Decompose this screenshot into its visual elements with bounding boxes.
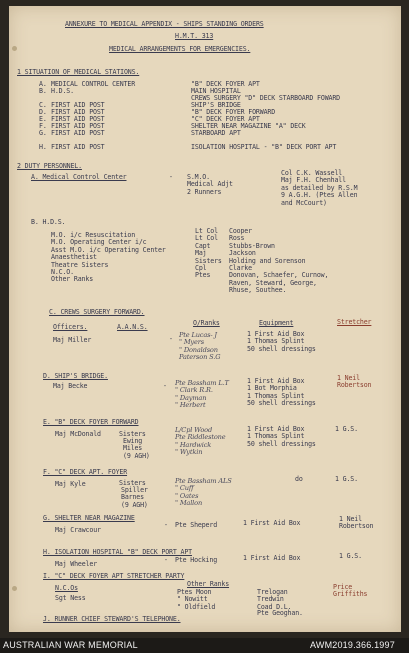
hds-ranks-line: Lt Col bbox=[195, 227, 218, 235]
crews-dash: - bbox=[169, 335, 173, 343]
hds-ranks-line: Maj bbox=[195, 249, 207, 258]
shelter-equipment: 1 First Aid Box bbox=[243, 519, 301, 527]
runner-title: J. RUNNER CHIEF STEWARD'S TELEPHONE. bbox=[43, 615, 181, 623]
party-title: I. "C" DECK FOYER APT STRETCHER PARTY bbox=[43, 572, 185, 580]
bd-eq-line: 1 Thomas Splint bbox=[247, 432, 305, 441]
s1-row-name: FIRST AID POST bbox=[51, 122, 105, 130]
col-stretcher: Stretcher bbox=[337, 318, 372, 326]
punch-hole bbox=[12, 46, 17, 51]
header-line2: H.M.T. 313 bbox=[175, 32, 214, 40]
pt-rk-line: " Oldfield bbox=[177, 602, 216, 611]
hds-ranks-line: Ptes bbox=[195, 271, 211, 280]
crews-eq-line: 1 First Aid Box bbox=[247, 330, 305, 338]
pt-n1-line: Coad D.L. bbox=[257, 602, 292, 611]
cd-si-line: Spiller bbox=[121, 486, 148, 494]
bd-or-line: " Hardwick bbox=[175, 440, 212, 449]
crews-officer: Maj Miller bbox=[53, 336, 92, 344]
s1-row-letter: E. bbox=[39, 115, 47, 123]
col-equipment: Equipment bbox=[259, 319, 294, 327]
s1-row-loc: ISOLATION HOSPITAL - "B" DECK PORT APT bbox=[191, 143, 337, 151]
bridge-officer: Maj Becke bbox=[53, 382, 88, 390]
br-st-line: Robertson bbox=[337, 381, 372, 390]
pt-n2-line: Price bbox=[333, 583, 353, 591]
s1-row-loc: "B" DECK FOYER APT bbox=[191, 80, 260, 88]
pt-n1-line: Trelogan bbox=[257, 588, 288, 596]
isolation-equipment: 1 First Aid Box bbox=[243, 554, 301, 562]
isolation-officer: Maj Wheeler bbox=[55, 560, 98, 568]
crews-eq-line: 1 Thomas Splint bbox=[247, 337, 305, 346]
hds-roles-line: Asst M.O. i/c Operating Center bbox=[51, 245, 166, 254]
isolation-dash: - bbox=[164, 556, 168, 564]
hds-names-line: Ross bbox=[229, 234, 245, 243]
hds-ranks-line: Capt bbox=[195, 241, 211, 250]
party-geoghan: Pte Geoghan. bbox=[257, 609, 303, 617]
crews-or-line: " Myers bbox=[179, 338, 204, 347]
hds-names-line: Clarke bbox=[229, 264, 252, 272]
s1-row-name: H.D.S. bbox=[51, 87, 74, 95]
bdeck-stretcher: 1 G.S. bbox=[335, 425, 358, 433]
shelter-orank: Pte Sheperd bbox=[175, 521, 218, 529]
s1-row-loc: SHIP'S BRIDGE bbox=[191, 101, 241, 109]
s1-row-loc: "C" DECK FOYER APT bbox=[191, 115, 260, 123]
hds-names-line: Jackson bbox=[229, 249, 256, 258]
hds-names-line: Cooper bbox=[229, 227, 252, 235]
bd-eq-line: 1 First Aid Box bbox=[247, 425, 305, 433]
bd-si-line: Miles bbox=[123, 444, 143, 453]
hds-names-line: Stubbs-Brown bbox=[229, 241, 275, 250]
hds-names-line: Rhuse, Southee. bbox=[229, 286, 287, 295]
s1-row-loc: SHELTER NEAR MAGAZINE "A" DECK bbox=[191, 122, 306, 130]
hds-roles-line: M.O. Operating Center i/c bbox=[51, 238, 147, 247]
s1-row-loc: CREWS SURGERY "D" DECK STARBOARD FOWARD bbox=[191, 94, 340, 102]
cd-or-line: Pte Bassham ALS bbox=[175, 477, 232, 485]
a-roles-line: 2 Runners bbox=[187, 187, 222, 196]
pt-rk-line: " Nowitt bbox=[177, 595, 208, 604]
cdeck-ditto: do bbox=[295, 475, 303, 483]
s1-row-letter: F. bbox=[39, 122, 47, 130]
crews-title: C. CREWS SURGERY FORWARD. bbox=[49, 308, 145, 316]
bd-si-line: (9 AGH) bbox=[123, 451, 150, 460]
party-col-other: Other Ranks bbox=[187, 580, 230, 588]
col-oranks: O/Ranks bbox=[193, 319, 220, 327]
crews-or-line: " Donaldson bbox=[179, 345, 218, 354]
footer-left: AUSTRALIAN WAR MEMORIAL bbox=[3, 640, 138, 650]
hds-roles-line: N.C.O. bbox=[51, 268, 74, 276]
br-st-line: 1 Neil bbox=[337, 374, 360, 382]
bd-or-line: Pte Riddlestone bbox=[175, 433, 226, 442]
s1-row-letter: B. bbox=[39, 87, 47, 95]
br-or-line: Pte Bassham L.T bbox=[175, 379, 229, 387]
mcc-label: A. Medical Control Center bbox=[31, 173, 127, 181]
cdeck-title: F. "C" DECK APT. FOYER bbox=[43, 468, 128, 476]
s1-row-letter: H. bbox=[39, 143, 47, 151]
bdeck-officer: Maj McDonald bbox=[55, 430, 101, 438]
document-page bbox=[9, 6, 401, 632]
cd-si-line: (9 AGH) bbox=[121, 500, 148, 509]
a-names-line: 9 A.G.H. (Ptes Allen bbox=[281, 191, 358, 200]
crews-or-line: Paterson S.G bbox=[179, 353, 221, 362]
shelter-officer: Maj Crawcour bbox=[55, 526, 101, 534]
br-eq-line: 1 Thomas Splint bbox=[247, 391, 305, 400]
br-eq-line: 50 shell dressings bbox=[247, 399, 316, 408]
s1-row-name: FIRST AID POST bbox=[51, 101, 105, 109]
footer-right: AWM2019.366.1997 bbox=[310, 640, 395, 650]
s1-row-name: FIRST AID POST bbox=[51, 129, 105, 137]
cd-or-line: " Mallon bbox=[175, 499, 203, 508]
hds-names-line: Raven, Steward, George, bbox=[229, 278, 317, 287]
a-roles-line: Medical Adjt bbox=[187, 180, 233, 189]
s1-row-letter: A. bbox=[39, 80, 47, 88]
bd-or-line: L/Cpl Wood bbox=[175, 426, 213, 434]
footer-bar bbox=[0, 638, 409, 653]
bdeck-sisters-label: Sisters bbox=[119, 430, 146, 438]
mcc-dash: - bbox=[169, 173, 173, 181]
hds-roles-line: M.O. i/c Resuscitation bbox=[51, 231, 136, 239]
s1-row-loc: MAIN HOSPITAL bbox=[191, 87, 241, 95]
pt-rk-line: Ptes Moon bbox=[177, 588, 212, 596]
hds-roles-line: Theatre Sisters bbox=[51, 260, 109, 269]
br-eq-line: 1 Bot Morphia bbox=[247, 384, 297, 393]
s1-row-loc: STARBOARD APT bbox=[191, 129, 241, 137]
s1-row-name: MEDICAL CONTROL CENTER bbox=[51, 80, 136, 88]
bdeck-title: E. "B" DECK FOYER FORWARD bbox=[43, 418, 139, 426]
s1-row-letter: G. bbox=[39, 129, 47, 137]
hds-ranks-line: Cpl bbox=[195, 264, 207, 272]
s1-row-name: FIRST AID POST bbox=[51, 143, 105, 151]
cd-si-line: Barnes bbox=[121, 493, 144, 502]
hds-roles-line: Anaesthetist bbox=[51, 253, 97, 262]
cd-or-line: " Oates bbox=[175, 491, 199, 500]
header-line1: ANNEXURE TO MEDICAL APPENDIX - SHIPS STANDING ORDERS bbox=[65, 20, 264, 28]
br-or-line: " Dayman bbox=[175, 393, 207, 402]
header-line3: MEDICAL ARRANGEMENTS FOR EMERGENCIES. bbox=[109, 45, 251, 53]
a-names-line: and McCourt) bbox=[281, 198, 327, 207]
isolation-title: H. ISOLATION HOSPITAL "B" DECK PORT APT bbox=[43, 548, 192, 556]
a-roles-line: S.M.O. bbox=[187, 173, 210, 181]
bd-or-line: " Wytkin bbox=[175, 448, 203, 457]
punch-hole bbox=[12, 586, 17, 591]
pt-n1-line: Tredwin bbox=[257, 595, 284, 604]
shelter-title: G. SHELTER NEAR MAGAZINE bbox=[43, 514, 135, 522]
bd-eq-line: 50 shell dressings bbox=[247, 439, 316, 448]
s1-row-letter: C. bbox=[39, 101, 47, 109]
hds-roles-line: Other Ranks bbox=[51, 275, 94, 284]
hds-names-line: Donovan, Schaefer, Curnow, bbox=[229, 271, 329, 280]
s1-row-loc: "B" DECK FOYER FORWARD bbox=[191, 108, 276, 116]
hds-title: B. H.D.S. bbox=[31, 218, 66, 226]
section2-title: 2 DUTY PERSONNEL. bbox=[17, 162, 82, 170]
bridge-title: D. SHIP'S BRIDGE. bbox=[43, 372, 108, 380]
a-names-line: Maj F.H. Chenhall bbox=[281, 176, 346, 185]
hds-names-line: Holding and Sorenson bbox=[229, 256, 306, 265]
crews-eq-line: 50 shell dressings bbox=[247, 344, 316, 353]
br-eq-line: 1 First Aid Box bbox=[247, 377, 305, 385]
sh-st-line: 1 Neil bbox=[339, 515, 362, 523]
bridge-dash: - bbox=[163, 382, 167, 390]
pt-n2-line: Griffiths bbox=[333, 590, 368, 599]
col-aans: A.A.N.S. bbox=[117, 323, 148, 331]
cd-or-line: " Cuff bbox=[175, 484, 194, 493]
section1-title: 1 SITUATION OF MEDICAL STATIONS. bbox=[17, 68, 140, 76]
hds-ranks-line: Lt Col bbox=[195, 234, 218, 243]
bd-si-line: Ewing bbox=[123, 437, 143, 445]
isolation-orank: Pte Hocking bbox=[175, 556, 218, 564]
isolation-stretcher: 1 G.S. bbox=[339, 552, 362, 560]
br-or-line: " Herbert bbox=[175, 401, 206, 410]
s1-row-name: FIRST AID POST bbox=[51, 108, 105, 116]
crews-or-line: Pte Lucas- J bbox=[179, 331, 217, 339]
a-names-line: Col C.K. Wassell bbox=[281, 169, 343, 177]
col-officers: Officers. bbox=[53, 323, 88, 331]
sh-st-line: Robertson bbox=[339, 522, 374, 531]
s1-row-letter: D. bbox=[39, 108, 47, 116]
party-nco-label: N.C.Os bbox=[55, 584, 78, 592]
shelter-dash: - bbox=[164, 521, 168, 529]
hds-ranks-line: Sisters bbox=[195, 256, 222, 265]
cdeck-sisters-label: Sisters bbox=[119, 479, 146, 487]
br-or-line: " Clark R.R. bbox=[175, 386, 213, 395]
s1-row-name: FIRST AID POST bbox=[51, 115, 105, 123]
party-nco: Sgt Ness bbox=[55, 594, 86, 602]
a-names-line: as detailed by R.S.M bbox=[281, 183, 358, 192]
cdeck-stretcher: 1 G.S. bbox=[335, 475, 358, 483]
cdeck-officer: Maj Kyle bbox=[55, 480, 86, 488]
